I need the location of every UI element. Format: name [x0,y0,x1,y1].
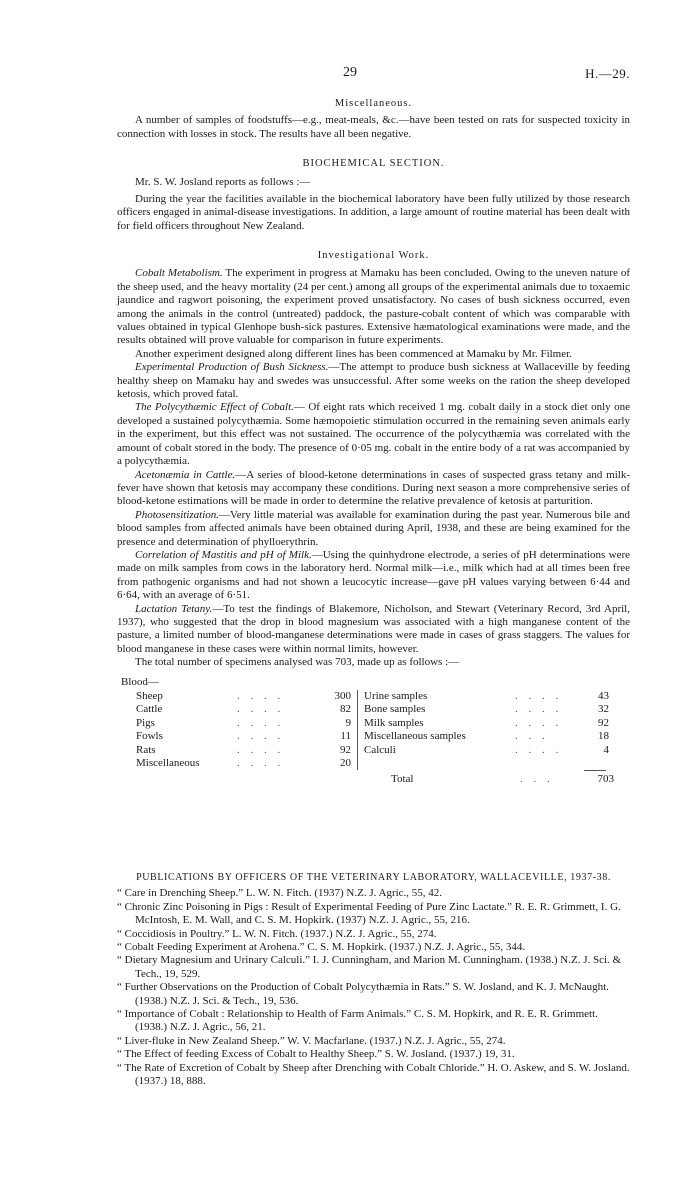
biochemical-section [117,157,630,233]
investigational-paragraphs [117,267,630,669]
specimen-name: Sheep [136,690,163,702]
specimen-count: 32 [598,703,609,716]
leader-dots: . . . . [237,743,285,756]
specimen-count: 18 [598,730,609,743]
paragraph-title: Photosensitization. [135,508,220,521]
publication-entry: “ The Rate of Excretion of Cobalt by Sheep after Drenching with Cobalt Chloride.” H. O. Askew, and S. W. Josland. (1937.) 18, 888. [117,1061,630,1088]
miscellaneous-section [117,97,630,141]
specimen-name: Rats [136,743,156,756]
investigational-section [117,249,630,787]
blood-specimens-column [121,690,351,770]
specimen-row [364,690,609,703]
leader-dots: . . . . [237,690,285,702]
specimen-row [136,690,351,703]
paragraph-text: Another experiment designed along different lines has been commenced at Mamaku by Mr. Filmer. [135,347,572,360]
specimen-name: Fowls [136,730,163,743]
paragraph-lactation-tetany [117,603,630,657]
specimen-name: Pigs [136,716,155,729]
paragraph-title: Correlation of Mastitis and pH of Milk. [135,548,312,561]
publication-entry: “ Importance of Cobalt : Relationship to Health of Farm Animals.” C. S. M. Hopkirk, and R. E. R. Grimmett. (1938.) N.Z. J. Agric., 56, 21. [117,1008,598,1034]
publication-entry: “ Chronic Zinc Poisoning in Pigs : Result of Experimental Feeding of Pure Zinc Lactate.” R. E. R. Grimmett, I. G. McIntosh, E. M. Wall, and C. S. M. Hopkirk. (1937) N.Z. J. Agric., 55, 216. [117,900,621,927]
specimen-name: Miscellaneous samples [364,730,466,743]
specimen-count: 43 [598,690,609,702]
specimen-row [364,730,609,743]
publication-entry: “ Coccidiosis in Poultry.” L. W. N. Fitch. (1937.) N.Z. J. Agric., 55, 274. [117,927,437,940]
leader-dots: . . . . [237,716,285,729]
publication-entry: “ The Effect of feeding Excess of Cobalt to Healthy Sheep.” S. W. Josland. (1937.) 19, 31. [117,1048,515,1061]
specimen-count: 11 [340,730,351,743]
specimen-name: Bone samples [364,703,426,716]
specimens-table [121,676,630,787]
publication-entry: “ Cobalt Feeding Experiment at Arohena.” C. S. M. Hopkirk. (1937.) N.Z. J. Agric., 55, 344. [117,941,526,954]
section-heading-biochemical: BIOCHEMICAL SECTION. [302,158,445,169]
specimen-name: Calculi [364,743,396,756]
leader-dots: . . . . [237,756,285,769]
paragraph-title: Cobalt Metabolism. [135,267,223,280]
specimen-name: Milk samples [364,716,424,729]
document-reference: H.—29. [585,66,630,81]
paragraph-polycythaemic-effect [117,401,630,468]
publication-entry: “ Care in Drenching Sheep.” L. W. N. Fitch. (1937) N.Z. J. Agric., 55, 42. [117,887,443,900]
publications-list [117,887,630,1088]
total-value: 703 [597,773,614,786]
paragraph-text: — Of eight rats which received 1 mg. cobalt daily in a stock diet only one developed a sustained polycythæmia. Some hæmopoietic stimulation occurred in the remaining seven animals early in the experiment, but this effect was not sustained. The occurrence of the polycythæmia was correlated with the amount of cobalt stored in the body. The presence of 0·05 mg. cobalt in the entire body of a rat was accompanied by a polycythæmia. [117,401,631,468]
publications-section [117,871,630,1089]
total-row [369,773,614,786]
biochemical-paragraph: During the year the facilities available in the biochemical laboratory have been fully utilized by those research officers engaged in animal-disease investigations. In addition, a large amount of routine material has been dealt with for field officers throughout New Zealand. [117,192,630,232]
specimen-row [364,703,609,716]
paragraph-photosensitization [117,509,630,549]
paragraph-title: Acetonæmia in Cattle. [135,468,236,481]
other-specimens-column [357,690,609,770]
specimen-row [364,744,609,757]
specimen-name: Miscellaneous [136,756,200,769]
publications-heading: PUBLICATIONS BY OFFICERS OF THE VETERINARY LABORATORY, WALLACEVILLE, 1937-38. [136,872,611,883]
page-number: 29 [343,65,357,80]
leader-dots: . . . . [237,703,285,716]
paragraph-title: Experimental Production of Bush Sickness. [135,361,329,374]
publication-entry: “ Liver-fluke in New Zealand Sheep.” W. V. Macfarlane. (1937.) N.Z. J. Agric., 55, 274. [117,1034,506,1047]
section-heading-investigational: Investigational Work. [317,250,430,261]
paragraph-another-experiment [117,348,630,361]
miscellaneous-text: A number of samples of foodstuffs—e.g., meat-meals, &c.—have been tested on rats for suspected toxicity in connection with losses in stock. The results have all been negative. [117,114,630,140]
blood-label: Blood— [121,675,159,688]
specimen-count: 92 [340,743,351,756]
publication-entry: “ Further Observations on the Production of Cobalt Polycythæmia in Rats.” S. W. Josland, and K. J. McNaught. (1938.) N.Z. J. Sci. & Tech., 19, 536. [117,981,609,1007]
total-dots: . . . [520,773,554,786]
specimen-row [136,730,351,743]
paragraph-text: The experiment in progress at Mamaku has been concluded. Owing to the uneven nature of the sheep used, and the heavy mortality (24 per cent.) among all groups of the experimental animals due to toxaemic jaundice and ragwort poisoning, the experiment proved unsatisfactory. No cases of bush sickness occurred, even among the animals in the control (untreated) paddock, the pasture-cobalt content of which was comparable with values obtained in typical Glenhope bush-sick pastures. Extensive hæmatological examinations were made, and the results obtained will prove valuable for comparison in future experiments. [117,267,631,347]
report-intro: Mr. S. W. Josland reports as follows :— [135,176,311,189]
leader-dots: . . . . [237,730,285,743]
specimen-count: 20 [340,756,351,769]
total-label: Total [391,773,414,786]
paragraph-text: —The attempt to produce bush sickness at Wallaceville by feeding healthy sheep on Mamaku hay and swedes was unsuccessful. After some weeks on the ration the sheep developed ketosis, which proved fatal. [117,361,630,401]
specimen-count: 9 [345,716,351,729]
specimen-count: 92 [598,716,609,729]
total-specimens-line: The total number of specimens analysed was 703, made up as follows :— [135,656,460,669]
specimen-row [136,717,351,730]
specimen-row [364,717,609,730]
paragraph-mastitis-ph [117,549,630,603]
specimen-name: Urine samples [364,690,428,702]
paragraph-text: —Using the quinhydrone electrode, a series of pH determinations were made on milk samples from cows in the laboratory herd. Normal milk—i.e., milk which had at all times been free from pathogenic organisms and had not shown a leucocytic increase—gave pH values varying between 6·44 and 6·64, with an average of 6·51. [117,548,630,602]
leader-dots: . . . . [515,690,563,702]
paragraph-text: —A series of blood-ketone determinations in cases of suspected grass tetany and milk-fever have shown that ketosis may accompany these conditions. During next season a more comprehensive series of blood-ketone estimations will be made in order to determine the relative prevalence of ketosis at parturition. [117,468,630,508]
specimen-row [136,744,351,757]
paragraph-text: —To test the findings of Blakemore, Nicholson, and Stewart (Veterinary Record, 3rd April, 1937), who suggested that the drop in blood magnesium was associated with a high manganese content of the pasture, a limited number of blood-manganese determinations were made in cases of grass staggers. The values for blood manganese in these cases were within normal limits, however. [117,602,630,655]
paragraph-title: The Polycythæmic Effect of Cobalt. [135,401,294,414]
paragraph-title: Lactation Tetany. [135,602,213,615]
leader-dots: . . . [515,730,549,743]
specimen-count: 300 [334,690,351,702]
specimen-row [136,757,351,770]
specimen-row [136,703,351,716]
leader-dots: . . . . [515,703,563,716]
specimen-count: 4 [603,743,609,756]
paragraph-cobalt-metabolism [117,267,630,347]
paragraph-text: —Very little material was available for examination during the past year. Numerous bile and blood samples from affected animals have been obtained during April, 1938, and these are being examined for the presence and determination of phylloerythrin. [117,508,630,548]
section-heading-miscellaneous: Miscellaneous. [334,98,413,109]
leader-dots: . . . . [515,743,563,756]
specimen-name: Cattle [136,703,163,716]
publication-entry: “ Dietary Magnesium and Urinary Calculi.” I. J. Cunningham, and Marion M. Cunningham. (1938.) N.Z. J. Sci. & Tech., 19, 529. [117,954,622,980]
specimen-count: 82 [340,703,351,716]
paragraph-acetonaemia [117,469,630,509]
leader-dots: . . . . [515,716,563,729]
paragraph-bush-sickness [117,361,630,401]
